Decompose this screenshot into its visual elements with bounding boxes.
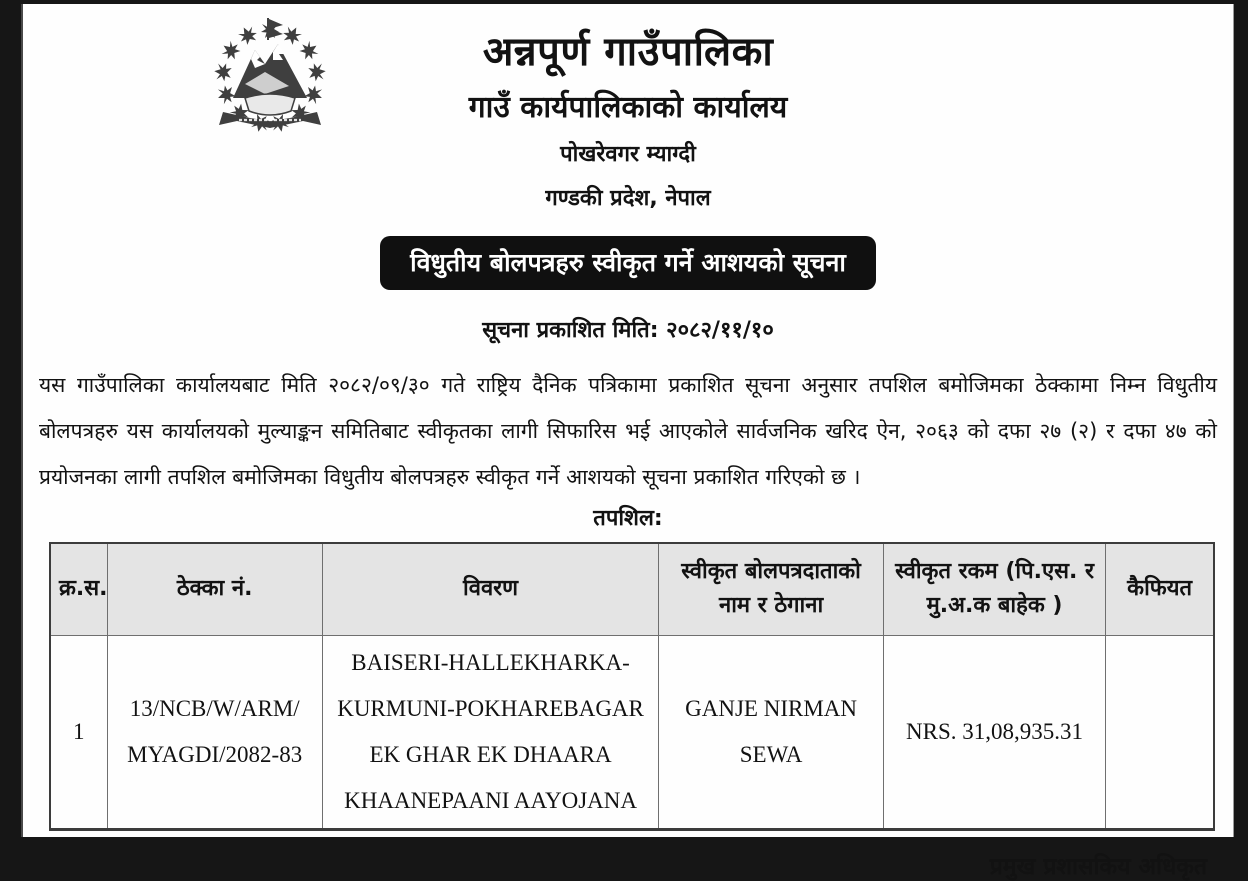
- cell-description: BAISERI-HALLEKHARKA-KURMUNI-POKHAREBAGAR EK GHAR EK DHAARA KHAANEPAANI AAYOJANA: [322, 635, 658, 829]
- cell-amount: NRS. 31,08,935.31: [883, 635, 1105, 829]
- col-header-sn: क्र.स.: [50, 543, 107, 635]
- published-date-line: सूचना प्रकाशित मिति: २०८२/११/१०: [482, 318, 774, 343]
- municipality-name: अन्नपूर्ण गाउँपालिका: [482, 29, 774, 75]
- cell-sn: 1: [50, 635, 107, 829]
- col-header-remarks: कैफियत: [1106, 543, 1214, 635]
- municipality-emblem-icon: [205, 14, 335, 144]
- table-header-row: [50, 543, 1214, 635]
- signature-designation: प्रमुख प्रशासकिय अधिकृत: [989, 853, 1207, 880]
- cell-contract-no: 13/NCB/W/ARM/ MYAGDI/2082-83: [107, 635, 322, 829]
- office-name: गाउँ कार्यपालिकाको कार्यालय: [468, 90, 788, 125]
- bid-details-table: [49, 542, 1215, 831]
- notice-title-banner: विधुतीय बोलपत्रहरु स्वीकृत गर्ने आशयको सूचना: [380, 236, 876, 290]
- col-header-contract-no: ठेक्का नं.: [107, 543, 322, 635]
- mountain-shape: [233, 44, 307, 98]
- cell-bidder: GANJE NIRMAN SEWA: [659, 635, 884, 829]
- col-header-description: विवरण: [322, 543, 658, 635]
- table-row: [50, 635, 1214, 829]
- details-label: तपशिल:: [593, 506, 663, 531]
- col-header-bidder: स्वीकृत बोलपत्रदाताको नाम र ठेगाना: [659, 543, 884, 635]
- document-page: [21, 4, 1234, 880]
- province-line: गण्डकी प्रदेश, नेपाल: [545, 186, 711, 211]
- office-address: पोखरेवगर म्याग्दी: [560, 142, 696, 167]
- flag-shape: [268, 18, 283, 40]
- cell-remarks: [1106, 635, 1214, 829]
- notice-body-paragraph: यस गाउँपालिका कार्यालयबाट मिति २०८२/०९/३० गते राष्ट्रिय दैनिक पत्रिकामा प्रकाशित सूचना अनुसार तपशिल बमोजिमका ठेक्कामा निम्न विधुतीय बोलपत्रहरु यस कार्यालयको मुल्याङ्कन समितिबाट स्वीकृतका लागी सिफारिस भई आएकोले सार्वजनिक खरिद ऐन, २०६३ को दफा २७ (२) र दफा ४७ को प्रयोजनका लागी तपशिल बमोजिमका विधुतीय बोलपत्रहरु स्वीकृत गर्ने आशयको सूचना प्रकाशित गरिएको छ ।: [39, 373, 1217, 489]
- terrace-shape: [245, 94, 295, 115]
- col-header-amount: स्वीकृत रकम (पि.एस. र मु.अ.क बाहेक ): [883, 543, 1105, 635]
